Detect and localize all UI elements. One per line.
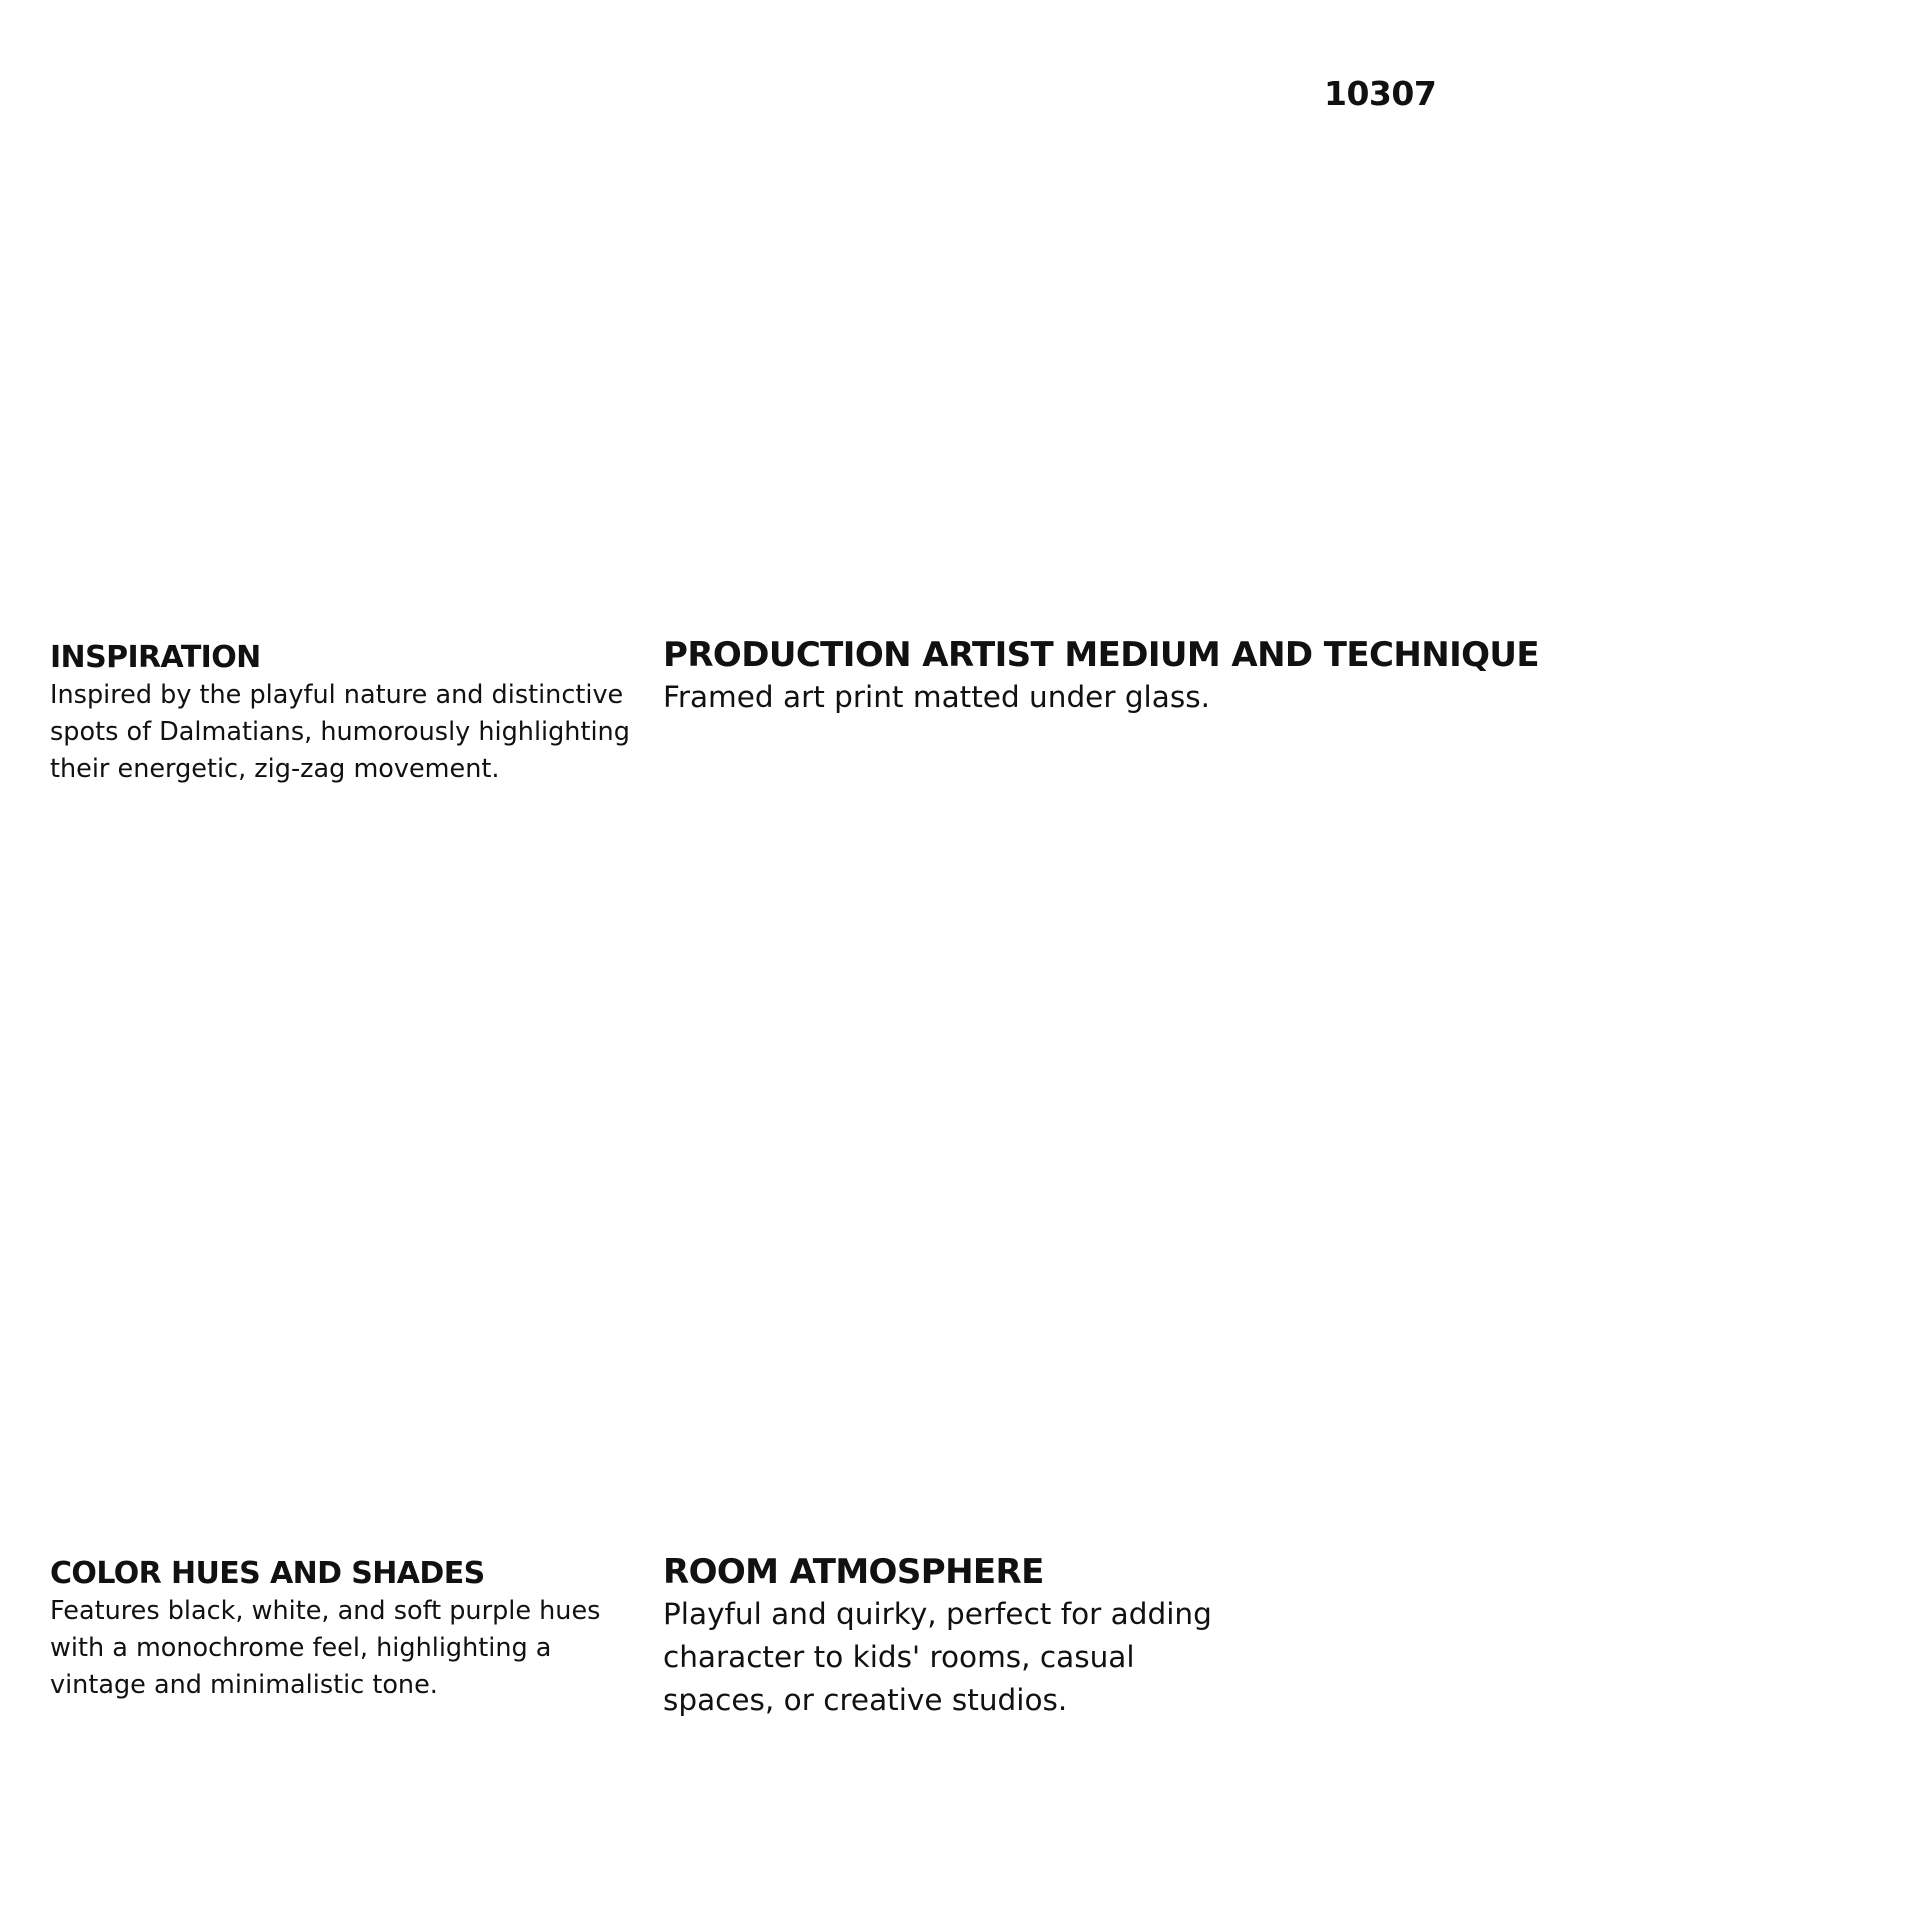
production-section bbox=[663, 634, 1843, 719]
production-body: Framed art print matted under glass. bbox=[663, 680, 1210, 714]
color-body: Features black, white, and soft purple hues with a monochrome feel, highlighting a vintage and minimalistic tone. bbox=[50, 1596, 601, 1700]
inspiration-body: Inspired by the playful nature and distinctive spots of Dalmatians, humorously highlighting their energetic, zig-zag movement. bbox=[50, 680, 630, 784]
inspiration-section bbox=[50, 639, 640, 788]
inspiration-heading: INSPIRATION bbox=[50, 640, 261, 675]
room-atmosphere-heading: ROOM ATMOSPHERE bbox=[663, 1552, 1044, 1592]
room-atmosphere-section bbox=[663, 1551, 1253, 1722]
color-section bbox=[50, 1555, 640, 1704]
room-atmosphere-body: Playful and quirky, perfect for adding character to kids' rooms, casual spaces, or creative studios. bbox=[663, 1597, 1212, 1717]
color-heading: COLOR HUES AND SHADES bbox=[50, 1556, 485, 1591]
production-heading: PRODUCTION ARTIST MEDIUM AND TECHNIQUE bbox=[663, 635, 1540, 675]
product-code: 10307 bbox=[1324, 74, 1437, 113]
